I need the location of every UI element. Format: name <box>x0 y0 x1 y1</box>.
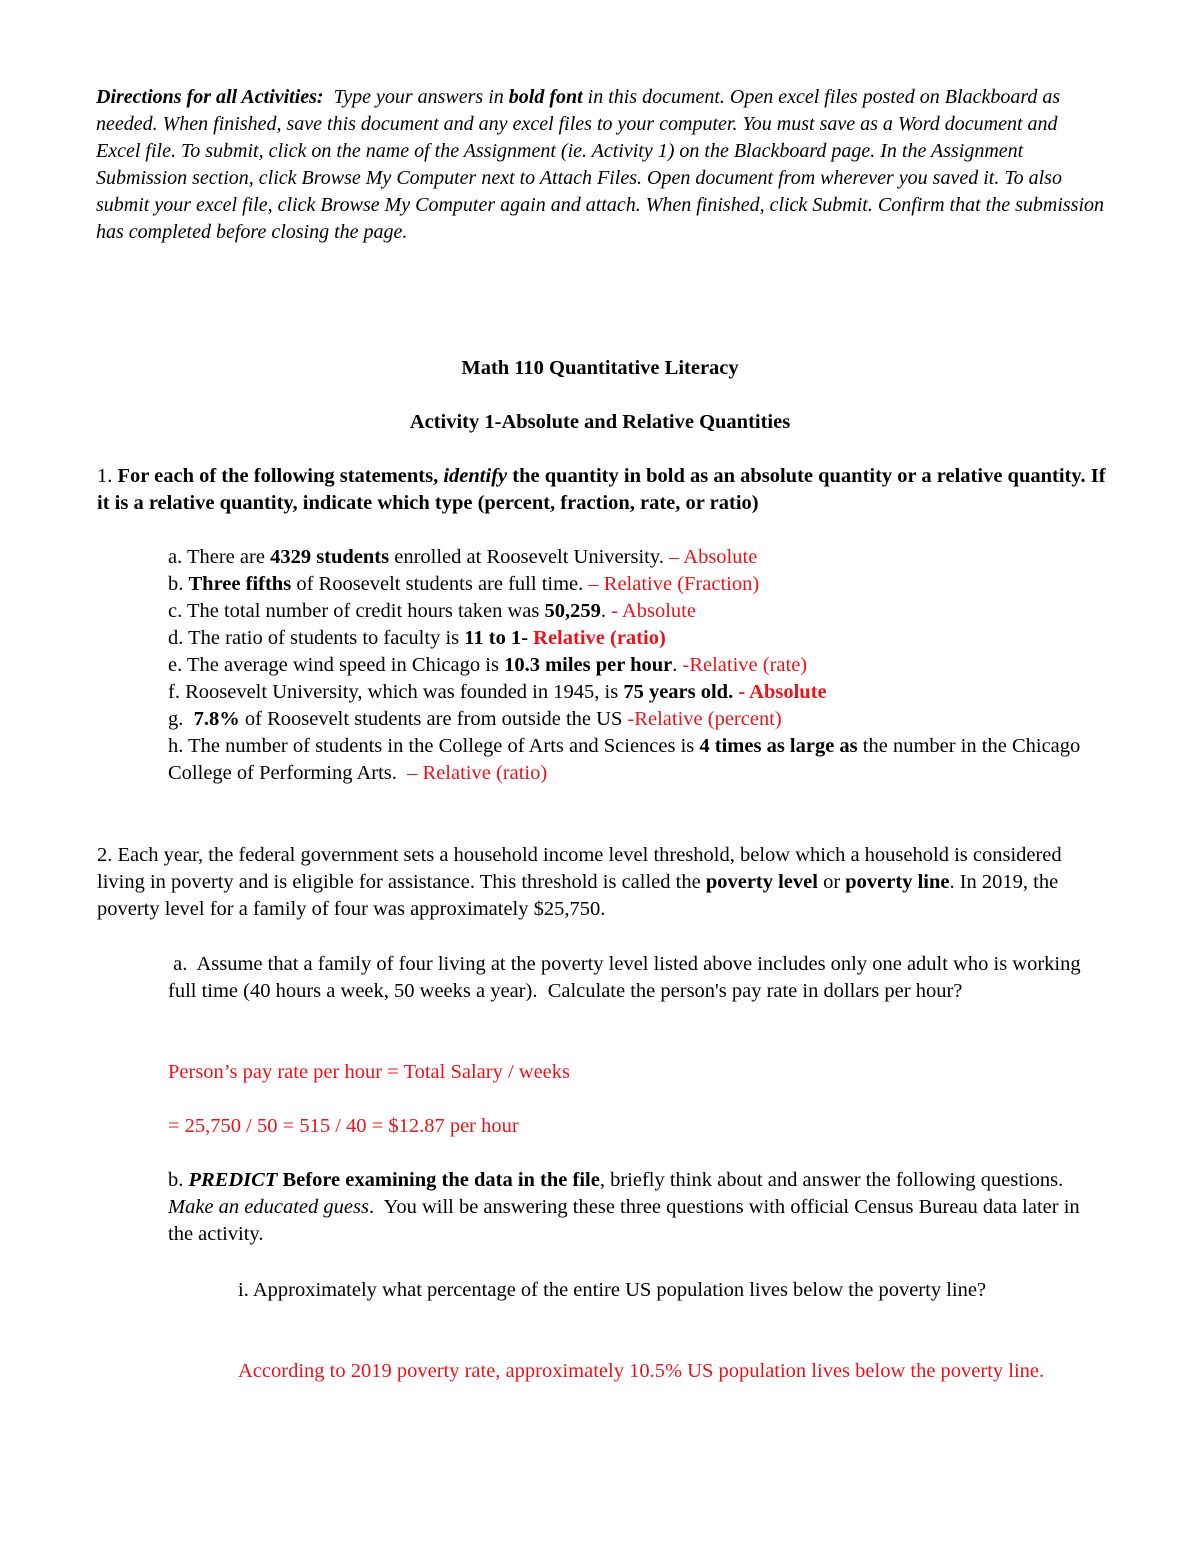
item-g-post: of Roosevelt students are from outside the US <box>239 708 628 730</box>
q1-number: 1. <box>97 465 118 487</box>
item-f-answer: - Absolute <box>738 681 827 703</box>
activity-title: Activity 1-Absolute and Relative Quantities <box>409 411 791 433</box>
item-b-post: of Roosevelt students are full time. <box>291 573 589 595</box>
course-title: Math 110 Quantitative Literacy <box>461 357 739 379</box>
q2bi-answer: According to 2019 poverty rate, approximately 10.5% US population lives below the poverty line. <box>238 1360 1045 1382</box>
q2b-prefix: b. <box>168 1169 189 1191</box>
q1-text-2: the quantity in bold as an absolute quantity or a relative quantity. If it is a relative quantity, indicate which type (percent, fraction, rate, or ratio) <box>97 465 1106 514</box>
directions-bold-font: bold font <box>508 86 583 108</box>
q1-identify: identify <box>443 465 508 487</box>
q2-part-a: a. Assume that a family of four living at the poverty level listed above includes only one adult who is working full time (40 hours a week, 50 weeks a year). Calculate the person's pay rate in dollars per hour? <box>168 953 1086 1002</box>
item-h-post: the number in the Chicago College of Performing Arts. <box>168 735 1086 784</box>
item-e-bold: 10.3 miles per hour <box>504 654 673 676</box>
list-item <box>168 544 1108 571</box>
item-d-pre: d. The ratio of students to faculty is <box>168 627 465 649</box>
list-item <box>168 571 1108 598</box>
item-b-bold: Three fifths <box>188 573 292 595</box>
item-a-post: enrolled at Roosevelt University. <box>389 546 670 568</box>
item-b-pre: b. <box>168 573 189 595</box>
list-item <box>168 598 1108 625</box>
q2b-question-i: i. Approximately what percentage of the entire US population lives below the poverty line? <box>238 1279 987 1301</box>
list-item <box>168 625 1108 652</box>
directions-text-2: in this document. Open excel files posted on Blackboard as needed. When finished, save this document and any excel files to your computer. You must save as a Word document and Excel file. To submit, click on the name of the Assignment (ie. Activity 1) on the Blackboard page. In the Assignment Submission section, click Browse My Computer next to Attach Files. Open document from wherever you saved it. To also submit your excel file, click Browse My Computer again and attach. When finished, click Submit. Confirm that the submission has completed before closing the page. <box>96 86 1104 243</box>
item-d-answer: Relative (ratio) <box>533 627 666 649</box>
q2-text-3: . In 2019, the poverty level for a family of four was approximately $25,750. <box>97 871 1059 920</box>
q2-poverty-line: poverty line <box>845 871 950 893</box>
list-item <box>168 679 1108 706</box>
item-a-pre: a. There are <box>168 546 271 568</box>
q2-part-b <box>168 1167 1098 1248</box>
item-c-post: . <box>600 600 612 622</box>
item-c-bold: 50,259 <box>544 600 601 622</box>
q2a-answer-line-1: Person’s pay rate per hour = Total Salary / weeks <box>168 1061 570 1083</box>
question-1 <box>97 463 1107 517</box>
q1-text-1: For each of the following statements, <box>117 465 444 487</box>
q2-text-1: 2. Each year, the federal government sets a household income level threshold, below which a household is considered living in poverty and is eligible for assistance. This threshold is called the <box>97 844 1062 893</box>
item-f-bold: 75 years old. <box>623 681 734 703</box>
q2b-text-2: . You will be answering these three questions with official Census Bureau data later in the activity. <box>168 1196 1085 1245</box>
item-e-answer: -Relative (rate) <box>682 654 808 676</box>
item-h-pre: h. The number of students in the College of Arts and Sciences is <box>168 735 700 757</box>
item-a-answer: – Absolute <box>669 546 758 568</box>
directions-paragraph <box>96 84 1106 246</box>
item-f-pre: f. Roosevelt University, which was founded in 1945, is <box>168 681 624 703</box>
item-e-post: . <box>672 654 683 676</box>
item-b-answer: – Relative (Fraction) <box>588 573 760 595</box>
question-2 <box>97 842 1107 923</box>
list-item <box>168 706 1108 733</box>
item-h-bold: 4 times as large as <box>699 735 858 757</box>
list-item <box>168 733 1108 787</box>
q2b-bold-text: Before examining the data in the file <box>277 1169 600 1191</box>
q2a-answer-line-2: = 25,750 / 50 = 515 / 40 = $12.87 per hour <box>168 1115 519 1137</box>
item-g-pre: g. <box>168 708 194 730</box>
item-d-bold: 11 to 1- <box>464 627 529 649</box>
q2b-text-1: , briefly think about and answer the following questions. <box>599 1169 1069 1191</box>
q2-poverty-level: poverty level <box>705 871 818 893</box>
q2b-predict: PREDICT <box>188 1169 278 1191</box>
q1-statement-list <box>168 544 1108 787</box>
list-item <box>168 652 1108 679</box>
q2-text-2: or <box>817 871 846 893</box>
q2b-italic: Make an educated guess <box>168 1196 369 1218</box>
directions-label: Directions for all Activities: <box>96 86 324 108</box>
item-a-bold: 4329 students <box>270 546 390 568</box>
item-e-pre: e. The average wind speed in Chicago is <box>168 654 505 676</box>
item-c-answer: - Absolute <box>611 600 696 622</box>
item-g-answer: -Relative (percent) <box>627 708 782 730</box>
item-h-answer: – Relative (ratio) <box>407 762 548 784</box>
item-c-pre: c. The total number of credit hours taken was <box>168 600 545 622</box>
directions-text-1: Type your answers in <box>323 86 509 108</box>
item-g-bold: 7.8% <box>193 708 240 730</box>
